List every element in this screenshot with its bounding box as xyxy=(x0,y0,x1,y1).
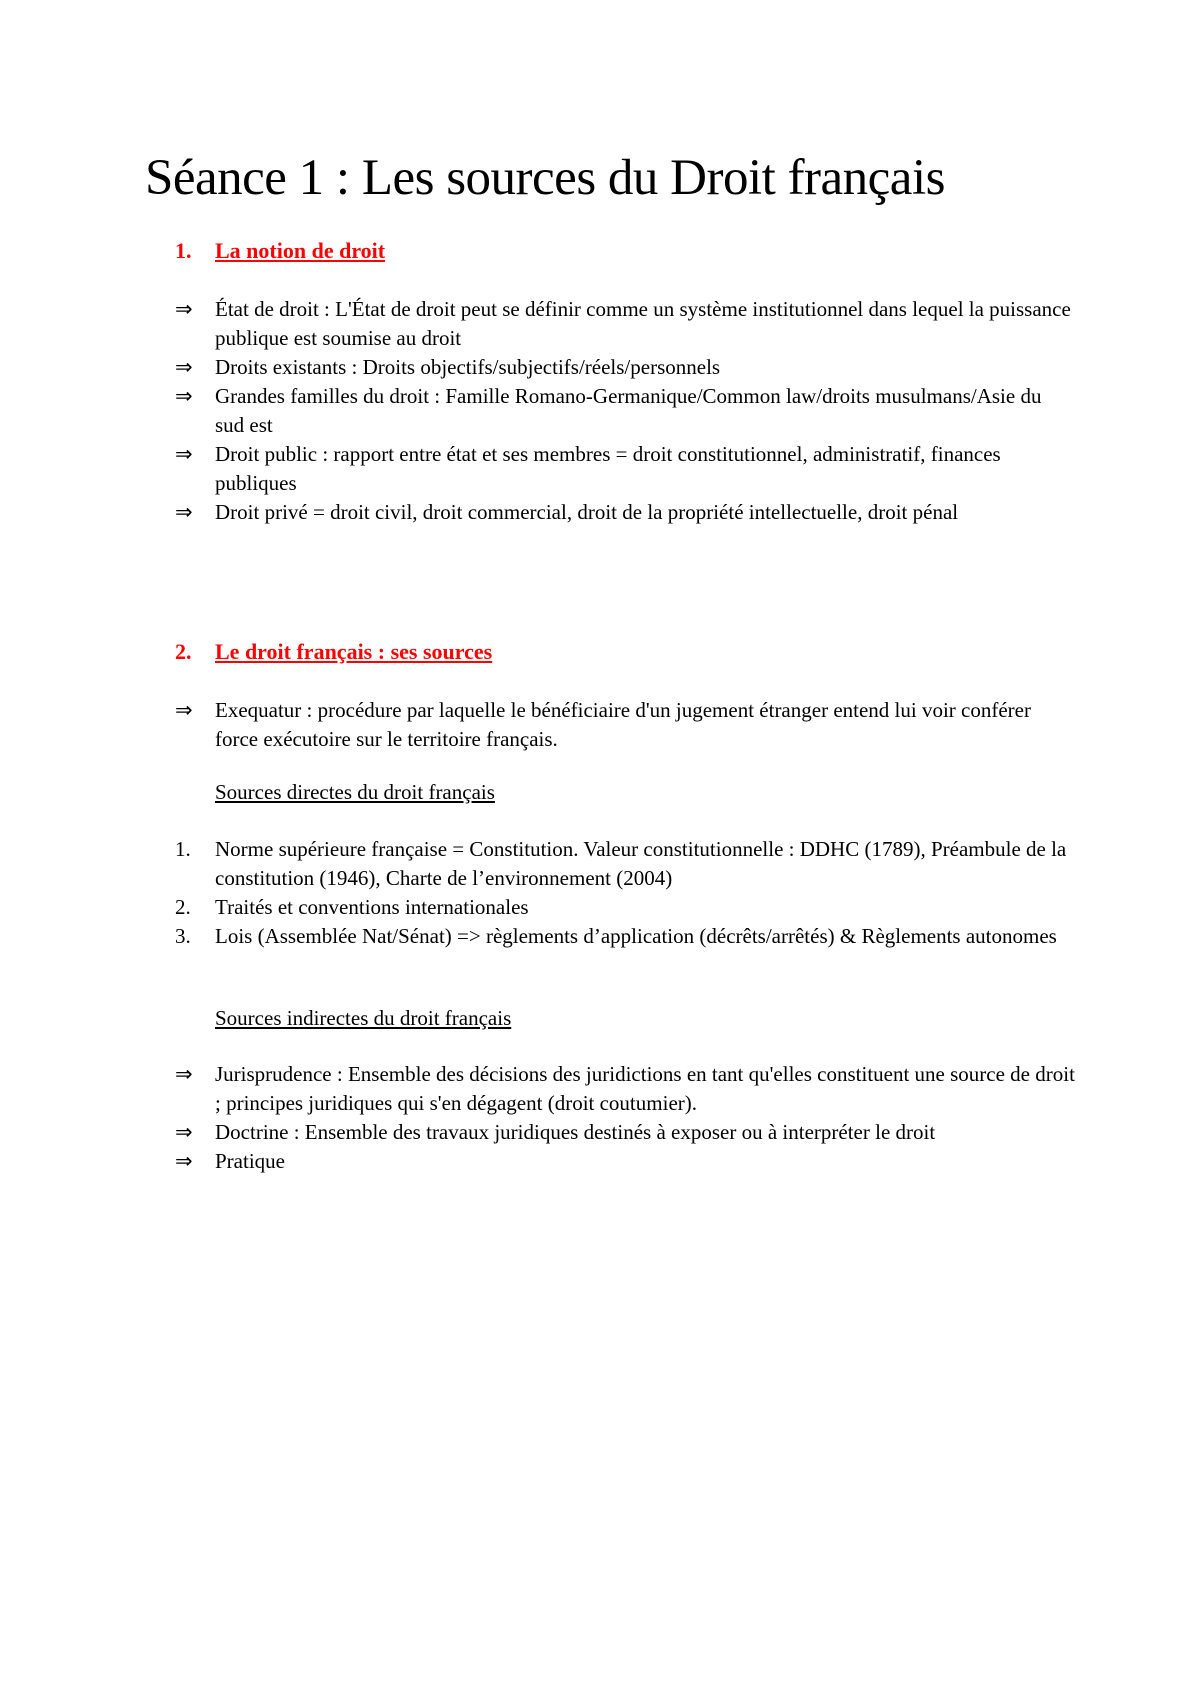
direct-sources-heading: Sources directes du droit français xyxy=(215,780,495,804)
list-item-text: Grandes familles du droit : Famille Romano-Germanique/Common law/droits musulmans/Asie du sud est xyxy=(215,384,1042,437)
list-item-text: Norme supérieure française = Constitution. Valeur constitutionnelle : DDHC (1789), Préambule de la constitution (1946), Charte de l’environnement (2004) xyxy=(215,837,1067,890)
section-1-title: La notion de droit xyxy=(215,238,386,263)
list-item-text: Doctrine : Ensemble des travaux juridiques destinés à exposer ou à interpréter le droit xyxy=(215,1120,936,1144)
list-item xyxy=(175,696,1075,754)
section-2-intro-list xyxy=(175,696,1075,754)
list-item-text: Droits existants : Droits objectifs/subjectifs/réels/personnels xyxy=(215,355,721,379)
list-item-text: Exequatur : procédure par laquelle le bénéficiaire d'un jugement étranger entend lui voir conférer force exécutoire sur le territoire français. xyxy=(215,698,1031,751)
list-number: 1. xyxy=(175,837,191,861)
list-item xyxy=(175,893,1075,922)
arrow-icon: ⇒ xyxy=(175,1120,193,1144)
list-item-text: Pratique xyxy=(215,1149,285,1173)
list-item xyxy=(175,382,1075,440)
list-item xyxy=(175,440,1075,498)
list-item xyxy=(175,498,1075,527)
document-title: Séance 1 : Les sources du Droit français xyxy=(145,150,945,206)
list-item xyxy=(175,1118,1075,1147)
arrow-icon: ⇒ xyxy=(175,698,193,722)
arrow-icon: ⇒ xyxy=(175,442,193,466)
list-item xyxy=(175,353,1075,382)
section-1-number: 1. xyxy=(175,238,192,263)
section-2-heading xyxy=(175,638,492,666)
list-item xyxy=(175,1060,1075,1118)
list-item-text: Lois (Assemblée Nat/Sénat) => règlements d’application (décrêts/arrêtés) & Règlements autonomes xyxy=(215,924,1057,948)
arrow-icon: ⇒ xyxy=(175,384,193,408)
arrow-icon: ⇒ xyxy=(175,297,193,321)
list-item-text: État de droit : L'État de droit peut se définir comme un système institutionnel dans lequel la puissance publique est soumise au droit xyxy=(215,297,1071,350)
section-1-list xyxy=(175,295,1075,527)
arrow-icon: ⇒ xyxy=(175,355,193,379)
indirect-sources-heading: Sources indirectes du droit français xyxy=(215,1006,512,1030)
list-item-text: Droit privé = droit civil, droit commercial, droit de la propriété intellectuelle, droit pénal xyxy=(215,500,959,524)
list-number: 2. xyxy=(175,895,191,919)
list-item-text: Droit public : rapport entre état et ses membres = droit constitutionnel, administratif, finances publiques xyxy=(215,442,1001,495)
arrow-icon: ⇒ xyxy=(175,1062,193,1086)
list-item xyxy=(175,835,1075,893)
list-number: 3. xyxy=(175,924,191,948)
direct-sources-list xyxy=(175,835,1075,951)
section-2-number: 2. xyxy=(175,639,192,664)
list-item xyxy=(175,295,1075,353)
arrow-icon: ⇒ xyxy=(175,500,193,524)
arrow-icon: ⇒ xyxy=(175,1149,193,1173)
list-item-text: Jurisprudence : Ensemble des décisions des juridictions en tant qu'elles constituent une source de droit ; principes juridiques qui s'en dégagent (droit coutumier). xyxy=(215,1062,1075,1115)
section-2-title: Le droit français : ses sources xyxy=(215,639,493,664)
list-item-text: Traités et conventions internationales xyxy=(215,895,529,919)
indirect-sources-list xyxy=(175,1060,1075,1176)
section-1-heading xyxy=(175,237,385,265)
list-item xyxy=(175,1147,1075,1176)
list-item xyxy=(175,922,1075,951)
